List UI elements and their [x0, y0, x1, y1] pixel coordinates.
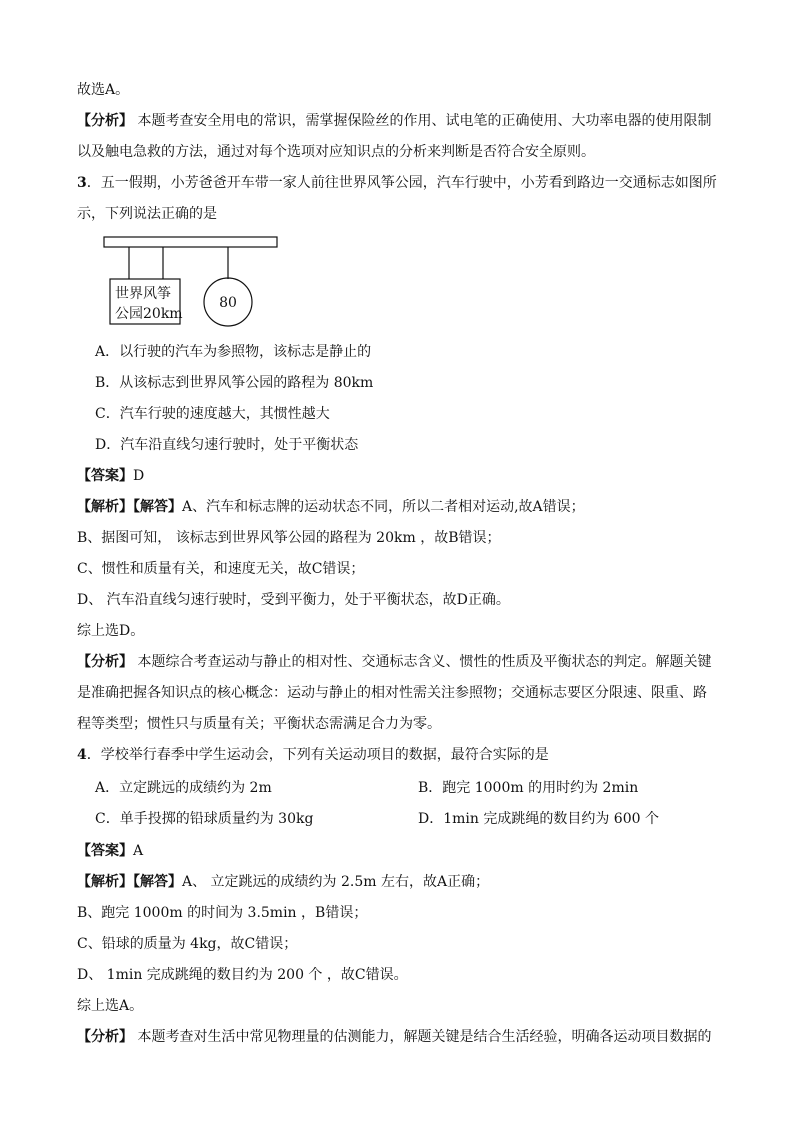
question-3-option-a: A．以行驶的汽车为参照物，该标志是静止的 [95, 344, 372, 360]
analysis-text: 本题综合考查运动与静止的相对性、交通标志含义、惯性的性质及平衡状态的判定。解题关键 [133, 654, 712, 670]
question-3-explain-line-3: C、惯性和质量有关，和速度无关，故C错误； [77, 561, 365, 577]
question-3-number: 3 [77, 175, 87, 191]
question-4-number: 4 [77, 747, 87, 763]
question-4-option-a: A．立定跳远的成绩约为 2m [95, 780, 272, 796]
answer-value: A [133, 843, 144, 859]
explain-text: A、汽车和标志牌的运动状态不同，所以二者相对运动,故A错误； [182, 499, 585, 515]
question-4-analysis-line-1 [77, 1027, 711, 1047]
explain-tag: 【解析】【解答】 [77, 499, 182, 515]
question-4-option-b: B．跑完 1000m 的用时约为 2min [418, 780, 639, 796]
speed-limit-value: 80 [219, 295, 237, 311]
question-3-option-b: B．从该标志到世界风筝公园的路程为 80km [95, 375, 374, 391]
previous-analysis-line-2: 以及触电急救的方法，通过对每个选项对应知识点的分析来判断是否符合安全原则。 [77, 144, 595, 160]
question-3-stem-line-2: 示，下列说法正确的是 [77, 206, 217, 222]
question-3-explain-line-1 [77, 497, 585, 517]
analysis-tag: 【分析】 [77, 654, 133, 670]
sign-crossbar [104, 237, 277, 247]
analysis-text: 本题考查安全用电的常识，需掌握保险丝的作用、试电笔的正确使用、大功率电器的使用限制 [133, 113, 712, 129]
distance-sign-text-line-1: 世界风筝 [115, 286, 171, 302]
question-3-stem-line-1 [77, 173, 717, 193]
question-4-explain-line-4: D、 1min 完成跳绳的数目约为 200 个 ，故C错误。 [77, 967, 408, 983]
question-3-explain-line-2: B、据图可知， 该标志到世界风筝公园的路程为 20km ，故B错误； [77, 530, 501, 546]
explain-tag: 【解析】【解答】 [77, 874, 182, 890]
question-4-stem-text: ．学校举行春季中学生运动会，下列有关运动项目的数据，最符合实际的是 [86, 747, 549, 763]
question-3-option-d: D．汽车沿直线匀速行驶时，处于平衡状态 [95, 437, 359, 453]
analysis-tag: 【分析】 [77, 1029, 133, 1045]
question-3-analysis-line-2: 是准确把握各知识点的核心概念：运动与静止的相对性需关注参照物；交通标志要区分限速、限重、路 [77, 685, 707, 701]
traffic-sign-figure [100, 232, 290, 332]
question-3-explain-line-4: D、 汽车沿直线匀速行驶时，受到平衡力，处于平衡状态，故D正确。 [77, 592, 510, 608]
question-3-analysis-line-1 [77, 652, 711, 672]
question-4-explain-line-3: C、铅球的质量为 4kg，故C错误； [77, 936, 298, 952]
question-4-explain-line-2: B、跑完 1000m 的时间为 3.5min ，B错误； [77, 905, 368, 921]
question-3-analysis-line-3: 程等类型；惯性只与质量有关；平衡状态需满足合力为零。 [77, 716, 441, 732]
question-3-option-c: C．汽车行驶的速度越大，其惯性越大 [95, 406, 330, 422]
question-3-answer [77, 466, 144, 486]
question-3-stem-text: ．五一假期，小芳爸爸开车带一家人前往世界风筝公园，汽车行驶中，小芳看到路边一交通标志如图所 [86, 175, 717, 191]
answer-value: D [133, 468, 145, 484]
question-4-explain-line-1 [77, 872, 489, 892]
question-3-conclusion: 综上选D。 [77, 623, 145, 639]
distance-sign-text-line-2: 公园20km [115, 306, 183, 322]
previous-conclusion: 故选A。 [77, 82, 130, 98]
question-4-stem [77, 745, 549, 765]
answer-tag: 【答案】 [77, 468, 133, 484]
previous-analysis-line-1 [77, 111, 711, 131]
question-4-answer [77, 841, 143, 861]
analysis-text: 本题考查对生活中常见物理量的估测能力，解题关键是结合生活经验，明确各运动项目数据的 [133, 1029, 712, 1045]
answer-tag: 【答案】 [77, 843, 133, 859]
question-4-option-c: C．单手投掷的铅球质量约为 30kg [95, 811, 314, 827]
explain-text: A、 立定跳远的成绩约为 2.5m 左右，故A正确； [182, 874, 490, 890]
analysis-tag: 【分析】 [77, 113, 133, 129]
question-4-conclusion: 综上选A。 [77, 998, 144, 1014]
question-4-option-d: D．1min 完成跳绳的数目约为 600 个 [418, 811, 659, 827]
